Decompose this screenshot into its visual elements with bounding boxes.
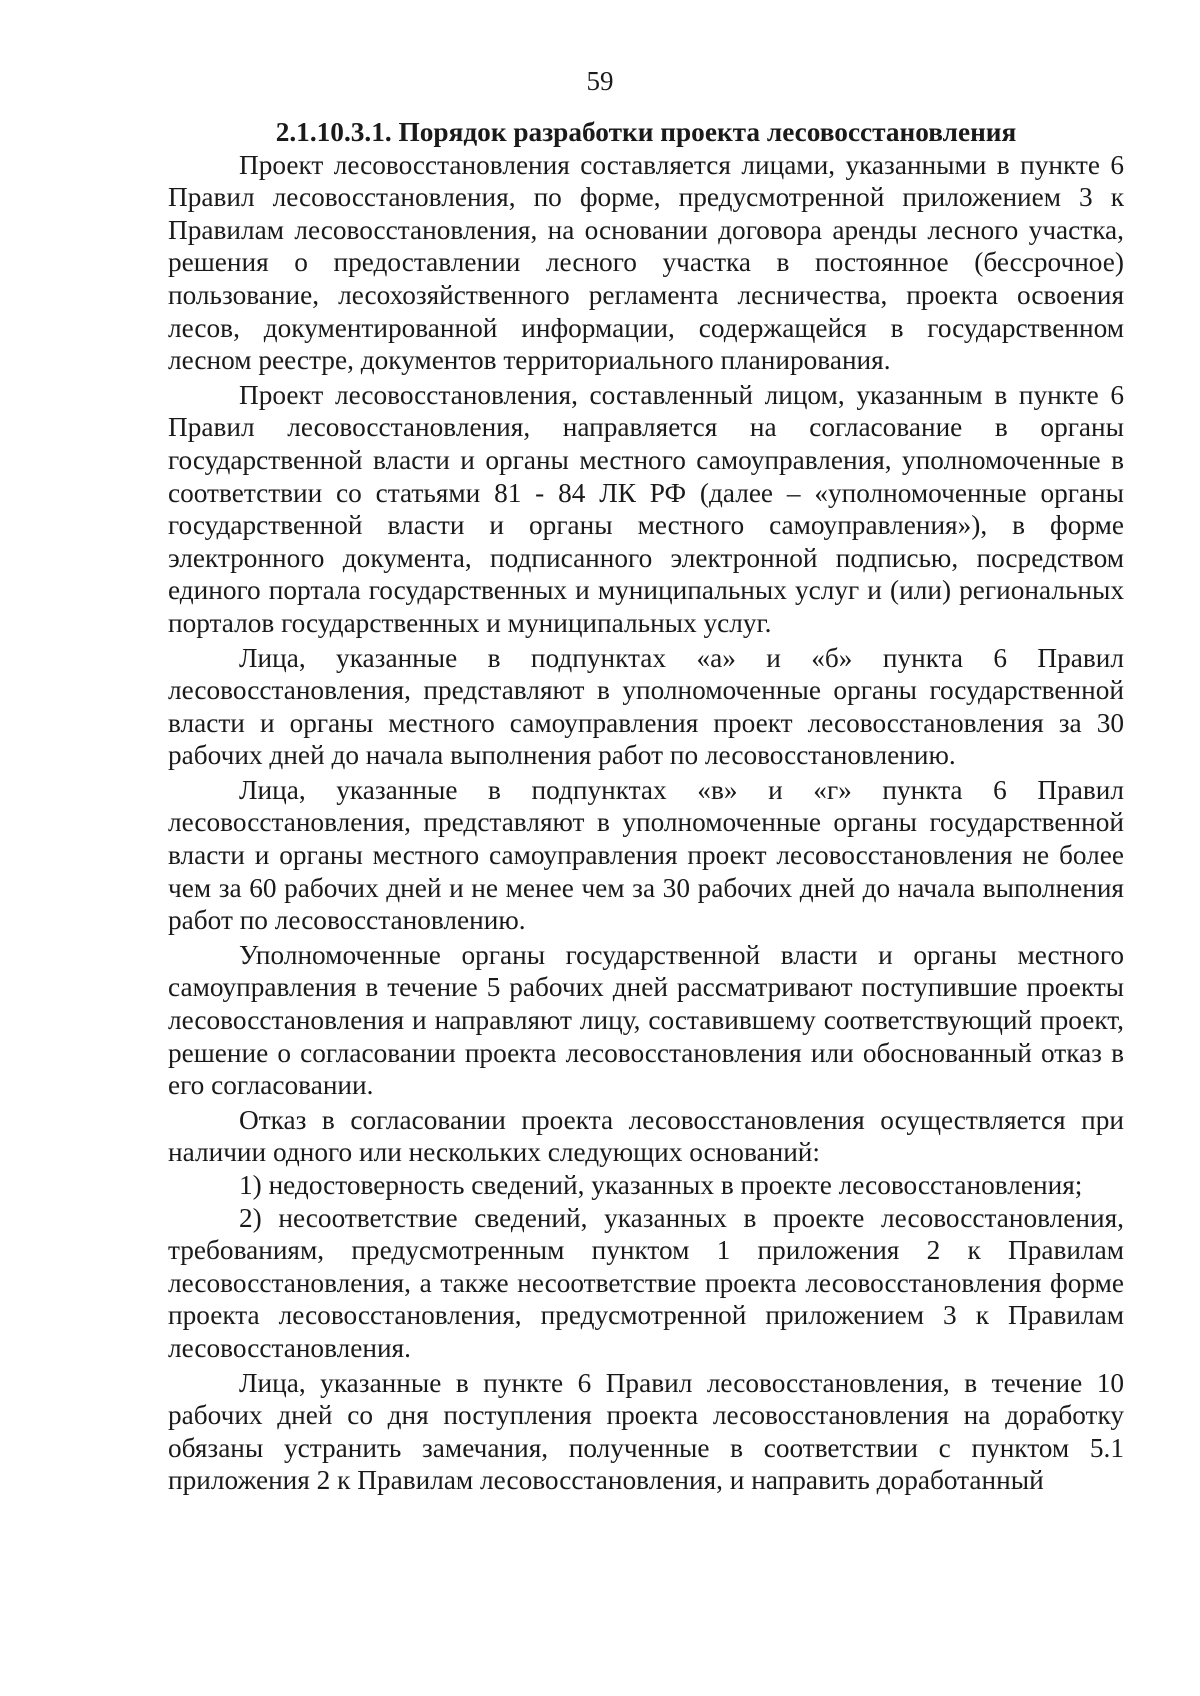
paragraph-persons-a-b: Лица, указанные в подпунктах «а» и «б» пункта 6 Правил лесовосстановления, представляют в уполномоченные органы государственной власти и органы местного самоуправления проект лесовосстановления за 30 рабочих дней до начала выполнения работ по лесовосстановлению. (168, 642, 1124, 771)
paragraph-persons-v-g: Лица, указанные в подпунктах «в» и «г» пункта 6 Правил лесовосстановления, представляют в уполномоченные органы государственной власти и органы местного самоуправления проект лесовосстановления не более чем за 60 рабочих дней и не менее чем за 30 рабочих дней до начала выполнения работ по лесовосстановлению. (168, 774, 1124, 936)
page-number: 59 (586, 66, 614, 96)
paragraph-project-composition: Проект лесовосстановления составляется лицами, указанными в пункте 6 Правил лесовосстановления, по форме, предусмотренной приложением 3 к Правилам лесовосстановления, на основании договора аренды лесного участка, решения о предоставлении лесного участка в постоянное (бессрочное) пользование, лесохозяйственного регламента лесничества, проекта освоения лесов, документированной информации, содержащейся в государственном лесном реестре, документов территориального планирования. (168, 149, 1124, 376)
paragraph-refusal-grounds: Отказ в согласовании проекта лесовосстановления осуществляется при наличии одного или нескольких следующих оснований: (168, 1104, 1124, 1168)
document-body (168, 116, 1124, 1497)
section-heading: 2.1.10.3.1. Порядок разработки проекта лесовосстановления (275, 117, 1017, 147)
paragraph-review-period: Уполномоченные органы государственной власти и органы местного самоуправления в течение 5 рабочих дней рассматривают поступившие проекты лесовосстановления и направляют лицу, составившему соответствующий проект, решение о согласовании проекта лесовосстановления или обоснованный отказ в его согласовании. (168, 939, 1124, 1101)
list-item-ground-1: 1) недостоверность сведений, указанных в проекте лесовосстановления; (239, 1170, 1083, 1200)
paragraph-project-submission: Проект лесовосстановления, составленный лицом, указанным в пункте 6 Правил лесовосстановления, направляется на согласование в органы государственной власти и органы местного самоуправления, уполномоченные в соответствии со статьями 81 - 84 ЛК РФ (далее – «уполномоченные органы государственной власти и органы местного самоуправления»), в форме электронного документа, подписанного электронной подписью, посредством единого портала государственных и муниципальных услуг и (или) региональных порталов государственных и муниципальных услуг. (168, 379, 1124, 638)
paragraph-revision: Лица, указанные в пункте 6 Правил лесовосстановления, в течение 10 рабочих дней со дня поступления проекта лесовосстановления на доработку обязаны устранить замечания, полученные в соответствии с пунктом 5.1 приложения 2 к Правилам лесовосстановления, и направить доработанный (168, 1367, 1124, 1496)
list-item-ground-2: 2) несоответствие сведений, указанных в проекте лесовосстановления, требованиям, предусмотренным пунктом 1 приложения 2 к Правилам лесовосстановления, а также несоответствие проекта лесовосстановления форме проекта лесовосстановления, предусмотренной приложением 3 к Правилам лесовосстановления. (168, 1202, 1124, 1363)
